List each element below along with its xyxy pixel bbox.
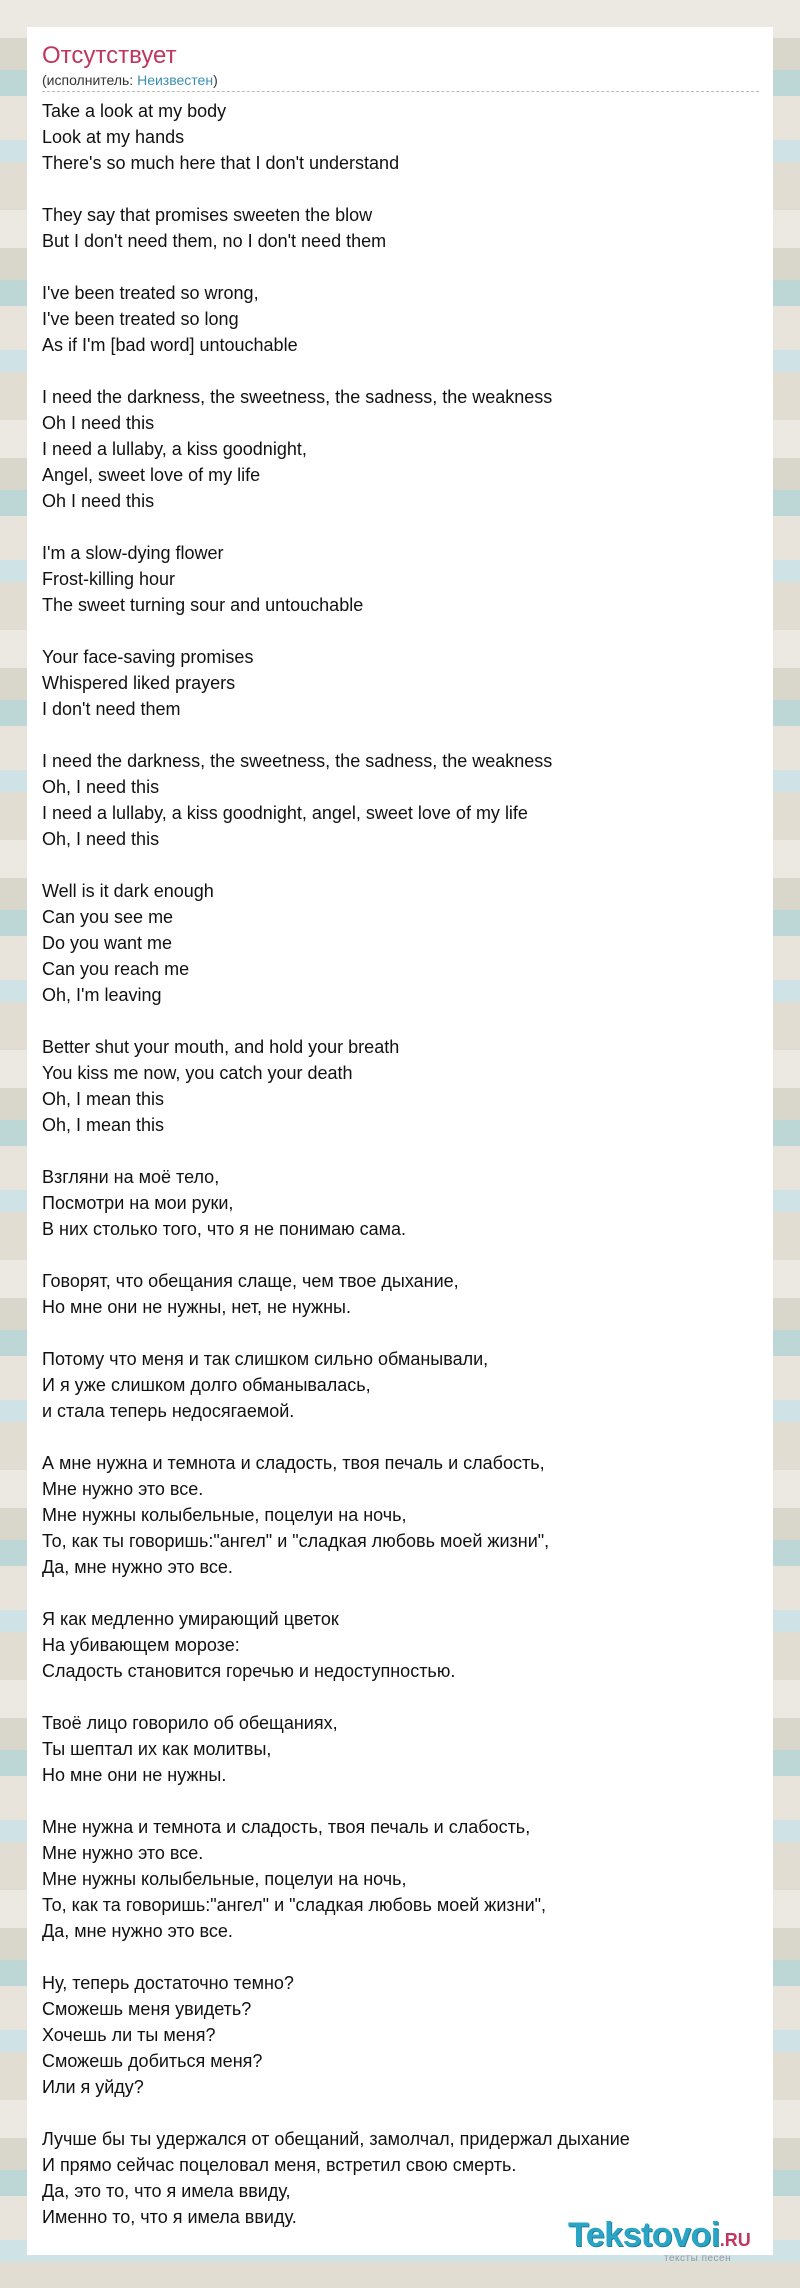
lyric-line: Ты шептал их как молитвы, <box>42 1739 272 1759</box>
lyric-line: Взгляни на моё тело, <box>42 1167 220 1187</box>
lyrics-stanza <box>42 1346 759 1424</box>
lyric-line: Your face-saving promises <box>42 647 254 667</box>
lyric-line: Ну, теперь достаточно темно? <box>42 1973 294 1993</box>
lyric-line: Да, мне нужно это все. <box>42 1921 233 1941</box>
lyric-line: Better shut your mouth, and hold your breath <box>42 1037 400 1057</box>
lyric-line: But I don't need them, no I don't need them <box>42 231 387 251</box>
lyric-line: Oh, I need this <box>42 829 160 849</box>
lyrics-stanza <box>42 878 759 1008</box>
lyric-line: Лучше бы ты удержался от обещаний, замолчал, придержал дыхание <box>42 2129 630 2149</box>
lyric-line: Говорят, что обещания слаще, чем твое дыхание, <box>42 1271 459 1291</box>
lyrics-body <box>42 98 759 2230</box>
lyric-line: I'm a slow-dying flower <box>42 543 224 563</box>
lyric-line: Do you want me <box>42 933 173 953</box>
lyric-line: Can you see me <box>42 907 174 927</box>
lyric-line: Сладость становится горечью и недоступностью. <box>42 1661 456 1681</box>
lyric-line: Мне нужно это все. <box>42 1843 204 1863</box>
artist-line <box>42 71 759 92</box>
lyric-line: Посмотри на мои руки, <box>42 1193 234 1213</box>
lyric-line: То, как ты говоришь:"ангел" и "сладкая любовь моей жизни", <box>42 1531 550 1551</box>
lyric-line: В них столько того, что я не понимаю сама. <box>42 1219 407 1239</box>
lyric-line: Сможешь добиться меня? <box>42 2051 263 2071</box>
lyric-line: As if I'm [bad word] untouchable <box>42 335 298 355</box>
lyric-line: и стала теперь недосягаемой. <box>42 1401 295 1421</box>
lyrics-stanza <box>42 202 759 254</box>
lyric-line: Но мне они не нужны. <box>42 1765 227 1785</box>
lyric-line: Angel, sweet love of my life <box>42 465 261 485</box>
lyrics-card <box>27 27 773 2255</box>
lyric-line: Я как медленно умирающий цветок <box>42 1609 339 1629</box>
song-title: Отсутствует <box>42 42 177 69</box>
lyrics-stanza <box>42 1450 759 1580</box>
lyric-line: Твоё лицо говорило об обещаниях, <box>42 1713 338 1733</box>
lyric-line: Oh, I need this <box>42 777 160 797</box>
lyric-line: Frost-killing hour <box>42 569 176 589</box>
lyric-line: Look at my hands <box>42 127 185 147</box>
lyric-line: I've been treated so long <box>42 309 239 329</box>
lyric-line: I need the darkness, the sweetness, the sadness, the weakness <box>42 751 553 771</box>
lyrics-stanza <box>42 644 759 722</box>
lyric-line: Oh I need this <box>42 413 155 433</box>
lyric-line: The sweet turning sour and untouchable <box>42 595 364 615</box>
lyrics-stanza <box>42 540 759 618</box>
lyrics-stanza <box>42 1814 759 1944</box>
logo-tld: .RU <box>719 2230 751 2250</box>
lyric-line: Сможешь меня увидеть? <box>42 1999 252 2019</box>
lyrics-stanza <box>42 384 759 514</box>
lyrics-stanza <box>42 2126 759 2230</box>
lyrics-stanza <box>42 1164 759 1242</box>
artist-prefix: (исполнитель: <box>42 72 138 88</box>
lyric-line: Oh, I mean this <box>42 1089 165 1109</box>
lyric-line: И я уже слишком долго обманывалась, <box>42 1375 371 1395</box>
lyric-line: I need a lullaby, a kiss goodnight, angel, sweet love of my life <box>42 803 528 823</box>
lyric-line: I need a lullaby, a kiss goodnight, <box>42 439 307 459</box>
lyric-line: Мне нужна и темнота и сладость, твоя печаль и слабость, <box>42 1817 531 1837</box>
lyric-line: Именно то, что я имела ввиду. <box>42 2207 297 2227</box>
lyric-line: Well is it dark enough <box>42 881 214 901</box>
lyric-line: Oh, I'm leaving <box>42 985 162 1005</box>
site-logo[interactable] <box>568 2217 768 2267</box>
lyrics-stanza <box>42 1606 759 1684</box>
lyric-line: Потому что меня и так слишком сильно обманывали, <box>42 1349 489 1369</box>
lyric-line: Oh, I mean this <box>42 1115 165 1135</box>
lyric-line: They say that promises sweeten the blow <box>42 205 373 225</box>
lyric-line: Да, это то, что я имела ввиду, <box>42 2181 291 2201</box>
lyric-line: I've been treated so wrong, <box>42 283 259 303</box>
lyric-line: Да, мне нужно это все. <box>42 1557 233 1577</box>
lyrics-stanza <box>42 748 759 852</box>
lyric-line: И прямо сейчас поцеловал меня, встретил свою смерть. <box>42 2155 517 2175</box>
lyric-line: Мне нужны колыбельные, поцелуи на ночь, <box>42 1869 407 1889</box>
lyric-line: Или я уйду? <box>42 2077 144 2097</box>
lyric-line: Мне нужно это все. <box>42 1479 204 1499</box>
artist-link[interactable]: Неизвестен <box>137 72 214 88</box>
lyrics-stanza <box>42 1034 759 1138</box>
lyric-line: А мне нужна и темнота и сладость, твоя печаль и слабость, <box>42 1453 545 1473</box>
lyric-line: I need the darkness, the sweetness, the sadness, the weakness <box>42 387 553 407</box>
artist-suffix: ) <box>213 72 218 88</box>
lyric-line: Whispered liked prayers <box>42 673 236 693</box>
lyric-line: Но мне они не нужны, нет, не нужны. <box>42 1297 351 1317</box>
lyrics-stanza <box>42 1710 759 1788</box>
lyric-line: То, как та говоришь:"ангел" и "сладкая любовь моей жизни", <box>42 1895 547 1915</box>
lyrics-stanza <box>42 98 759 176</box>
lyric-line: Take a look at my body <box>42 101 227 121</box>
lyric-line: На убивающем морозе: <box>42 1635 240 1655</box>
lyrics-stanza <box>42 1268 759 1320</box>
lyric-line: I don't need them <box>42 699 181 719</box>
lyric-line: Хочешь ли ты меня? <box>42 2025 216 2045</box>
lyric-line: Мне нужны колыбельные, поцелуи на ночь, <box>42 1505 407 1525</box>
logo-wordmark: Tekstovoi <box>568 2216 720 2254</box>
logo-subtitle: тексты песен <box>664 2253 732 2264</box>
lyric-line: Can you reach me <box>42 959 190 979</box>
lyric-line: Oh I need this <box>42 491 155 511</box>
lyric-line: There's so much here that I don't understand <box>42 153 400 173</box>
lyrics-stanza <box>42 1970 759 2100</box>
lyric-line: You kiss me now, you catch your death <box>42 1063 353 1083</box>
lyrics-stanza <box>42 280 759 358</box>
